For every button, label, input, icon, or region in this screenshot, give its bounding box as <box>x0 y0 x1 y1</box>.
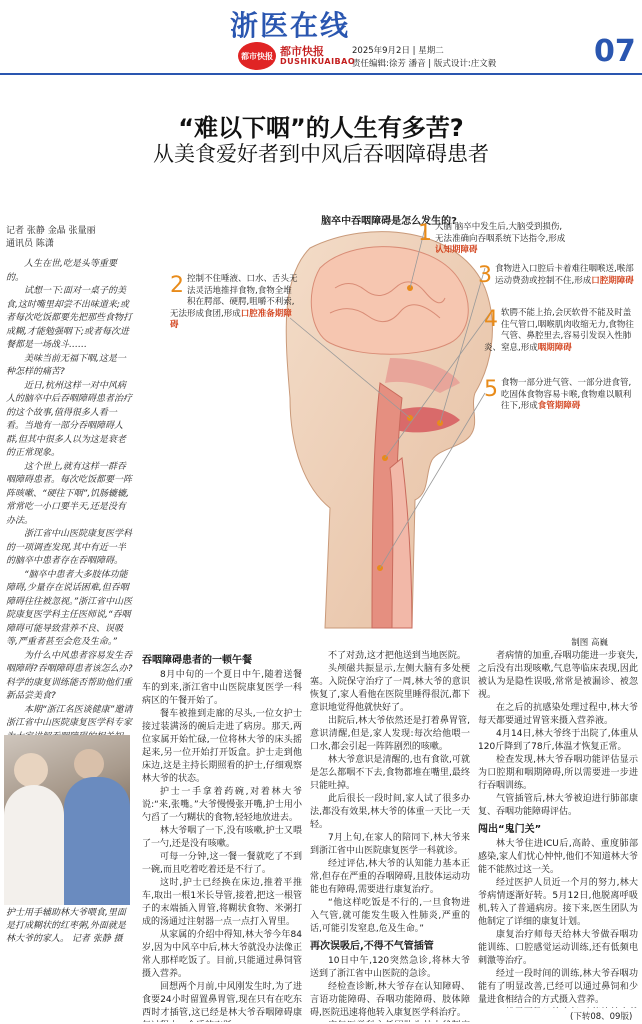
body-paragraph: 可每一分钟,这一餐一餐就吃了不到一碗,而且吃着吃着还是不行了。 <box>142 852 302 875</box>
section-heading: 闯出“鬼门关” <box>478 824 542 835</box>
editors-line: 责任编辑:徐芳 潘音 | 版式设计:庄文毅 <box>352 59 497 69</box>
intro-paragraph: 为什么中风患者容易发生吞咽障碍?吞咽障碍患者该怎么办?科学的康复训练能否帮助他们重新品尝美食? <box>6 650 133 701</box>
body-paragraph: 经过一段时间的训练,林大爷吞咽功能有了明显改善,已经可以通过鼻饲和少量进食相结合的方式摄入营养。 <box>478 969 638 1005</box>
diagram-step-5 <box>484 378 634 413</box>
step-text: 食物进入口腔后卡着难往咽喉送,喉部运动费劲或控制不住,形成 <box>495 264 634 286</box>
body-paragraph: 餐车被推到走廊的尽头,一位女护士接过装满汤的碗后走进了病房。那天,两位家属开始忙碌,一位将林大爷的床头摇起来,另一位开始打开饭盒。护士走到他床边,这是主持长期照看的护士,仔细观察林大爷的状态。 <box>142 709 302 784</box>
body-paragraph: 检查发现,林大爷吞咽功能评估显示为口腔期和咽期障碍,所以需要进一步进行吞咽训练。 <box>478 755 638 791</box>
step-number: 3 <box>478 263 492 288</box>
diagram-step-4 <box>484 308 634 354</box>
diagram-step-2 <box>170 274 298 332</box>
diagram-step-3 <box>478 264 638 288</box>
newspaper-name: 都市快报 <box>280 45 324 58</box>
newspaper-name-en: DUSHIKUAIBAO <box>280 57 356 66</box>
step-text: 软腭不能上抬,会厌软骨不能及时盖住气管口,咽喉肌肉收缩无力,食物往气管、鼻腔里去,容易引发误入性肺炎、窒息,形成 <box>484 308 634 353</box>
body-paragraph: 此后很长一段时间,家人试了很多办法,都没有效果,林大爷的体重一天比一天轻。 <box>310 794 470 830</box>
photo-figure-patient-head <box>74 749 104 779</box>
body-paragraph: 出院后,林大爷依然还是打着鼻胃管,意识清醒,但是,家人发现:每次给他喂一口水,都会引起一阵阵剧烈的咳嗽。 <box>310 716 470 752</box>
photo-caption: 护士用手辅助林大爷喂食,里面是打成糊状的红枣粥,外面就是林大爷的家人。 记者 张静 摄 <box>6 908 126 944</box>
section-title: 浙医在线 <box>230 9 351 42</box>
header-divider <box>0 73 642 75</box>
body-paragraph: 头颅磁共振显示,左侧大脑有多处梗塞。入院保守治疗了一周,林大爷的意识恢复了,家人看他在医院里睡得很沉,都下意识地觉得他就快好了。 <box>310 664 470 713</box>
reporters: 记者 张静 金晶 张量丽 <box>6 226 96 236</box>
intro-paragraph: 人生在世,吃是头等重要的。 <box>6 259 117 283</box>
photo-figure-nurse-body <box>4 785 64 905</box>
body-paragraph <box>478 1007 638 1008</box>
body-paragraph: 林大爷咽了一下,没有咳嗽,护士又喂了一勺,还是没有咳嗽。 <box>142 826 302 849</box>
step-highlight: 咽期障碍 <box>537 342 572 353</box>
subheadline: 从美食爱好者到中风后吞咽障碍患者 <box>153 142 489 166</box>
body-paragraph: 7月上旬,在家人的陪同下,林大爷来到浙江省中山医院康复医学一科就诊。 <box>310 833 470 856</box>
logo-mark: 都市快报 <box>241 51 273 61</box>
issue-date: 2025年9月2日 | 星期二 <box>352 46 444 56</box>
intro-paragraph: 这个世上,就有这样一群吞咽障碍患者。每次吃饭都要一阵阵咳嗽、“硬往下咽”,饥肠辘辘,常常吃一小口要半天,还是没有办法。 <box>6 461 133 526</box>
step-highlight: 口腔准备期障碍 <box>170 308 292 330</box>
body-paragraph: 4月14日,林大爷终于出院了,体重从120斤降到了78斤,体温才恢复正常。 <box>478 729 638 752</box>
step-highlight: 认知期障碍 <box>435 245 478 255</box>
step-number: 1 <box>418 221 432 246</box>
photo-figure-nurse-head <box>14 753 48 787</box>
section-heading: 再次误吸后,不得不气管插管 <box>310 941 434 952</box>
body-paragraph: 这时,护士已经换在床边,推着平推车,取出一根1米长导管,接着,把这一根管子的末端插入胃管,将糊状食物、米粥打成的汤通过注射器一点一点打入胃里。 <box>142 878 302 927</box>
step-number: 2 <box>170 273 184 298</box>
body-paragraph: 经检查诊断,林大爷存在认知障碍、言语功能障碍、吞咽功能障碍、肢体障碍,医院迅速将他转入康复医学科治疗。 <box>310 982 470 1018</box>
body-paragraph: 护士一手拿着药碗,对着林大爷说:“来,张嘴。”大爷慢慢张开嘴,护士用小勺舀了一勺糊状的食物,轻轻地放进去。 <box>142 787 302 823</box>
body-paragraph: 林大爷住进ICU后,高龄、重度肺部感染,家人们忧心忡忡,他们不知道林大爷能不能熬过这一关。 <box>478 839 638 875</box>
intro-paragraph: 近日,杭州这样一对中风病人的脑卒中后吞咽障碍患者治疗的这个故事,值得很多人看一看。当地有一部分吞咽障碍人群,但其中很多人以为这是衰老的正常现象。 <box>6 380 133 458</box>
step-highlight: 食管期障碍 <box>537 401 581 411</box>
body-paragraph: 康复治疗师每天给林大爷做吞咽功能训练、口腔感觉运动训练,还有低频电刺激等治疗。 <box>478 930 638 966</box>
body-paragraph: 在之后的抗感染处理过程中,林大爷每天都要通过胃管来摄入营养液。 <box>478 703 638 726</box>
intro-paragraph: 本期“浙江名医谈健康”邀请浙江省中山医院康复医学科专家 <box>6 704 133 728</box>
headline: “难以下咽”的人生有多苦? <box>178 114 464 142</box>
intro-sidebar <box>6 258 134 758</box>
diagram-step-1 <box>418 222 568 257</box>
step-highlight: 口腔期障碍 <box>591 275 634 286</box>
step-text: 食物一部分进气管、一部分进食管,吃固体食物容易卡喉,食物难以顺利往下,形成 <box>501 378 632 411</box>
body-paragraph: 8月中旬的一个夏日中午,随着送餐车的到来,浙江省中山医院康复医学一科病区的午餐开始了。 <box>142 670 302 706</box>
body-paragraph: “他这样吃饭是不行的,一旦食物进入气管,就可能发生吸入性肺炎,严重的话,可能引发窒息,危及生命。” <box>310 898 470 934</box>
body-paragraph <box>310 1020 470 1022</box>
continued-note: (下转08、09版) <box>570 1012 633 1022</box>
body-paragraph: 不了对劲,这才把他送到当地医院。 <box>328 651 466 661</box>
newspaper-logo-icon <box>238 42 276 70</box>
body-paragraph: 者病情的加重,吞咽功能进一步衰失,之后没有出现咳嗽,气息等临床表现,因此被认为是隐性误吸,常常是被漏诊、被忽视。 <box>478 651 638 700</box>
step-text: 大脑 脑卒中发生后,大脑受到损伤,无法准确向吞咽系统下达指令,形成 <box>435 222 566 244</box>
body-paragraph: 气管插管后,林大爷被迫进行肺部康复、吞咽功能障碍评估。 <box>478 794 638 817</box>
step-number: 5 <box>484 377 498 402</box>
photo-figure-patient-body <box>64 777 130 905</box>
body-paragraph: 10日中午,120突然急诊,将林大爷送到了浙江省中山医院的急诊。 <box>310 956 470 979</box>
correspondent: 通讯员 陈潇 <box>6 239 54 249</box>
section-heading: 吞咽障碍患者的一顿午餐 <box>142 655 252 666</box>
article-column-3 <box>478 650 638 1008</box>
body-paragraph: 从家属的介绍中得知,林大爷今年84岁,因为中风卒中后,林大爷就没办法像正常人那样吃饭了。目前,只能通过鼻饲管摄入营养。 <box>142 930 302 979</box>
body-paragraph: 经过医护人员近一个月的努力,林大爷病情逐渐好转。5月12日,他脱离呼吸机,转入了普通病房。接下来,医生团队为他制定了详细的康复计划。 <box>478 878 638 927</box>
intro-paragraph: 试想一下:面对一桌子的美食,这时嘴里却尝不出味道来;或者每次吃饭都要先把那些食物打成糊,才能勉强咽下;或者每次进餐都是一场战斗…… <box>6 286 133 350</box>
article-column-2 <box>310 650 470 1022</box>
step-text: 控制不住唾液、口水、舌头无法灵活地推拌食物,食物全堆积在腭部、硬腭,咀嚼不利索,无法形成食团,形成 <box>170 274 298 319</box>
body-paragraph: 林大爷意识是清醒的,也有食欲,可就是怎么都咽不下去,食物都堆在嘴里,最终只能吐掉。 <box>310 755 470 791</box>
diagram-title: 脑卒中吞咽障碍是怎么发生的? <box>321 216 457 227</box>
intro-paragraph: 美味当前无福下咽,这是一种怎样的痛苦? <box>6 353 126 377</box>
body-paragraph: 回想两个月前,中风刚发生时,为了进食要24小时留置鼻胃管,现在只有在吃东西时才插管,这已经是林大爷吞咽障碍康 <box>142 982 302 1018</box>
intro-paragraph: 浙江省中山医院康复医学科的一项调查发现,其中有近一半的脑卒中患者存在吞咽障碍。 <box>6 529 133 566</box>
anatomy-diagram <box>140 208 638 648</box>
intro-paragraph: “脑卒中患者大多肢体功能障碍,少量存在说话困难,但吞咽障碍往往被忽视。”浙江省中山医院康复医学科主任医师说,“吞咽障碍可能导致营养不良、误吸等,严重者甚至会危及生命。” <box>6 569 133 647</box>
article-column-1 <box>142 650 302 1022</box>
body-paragraph: 经过评估,林大爷的认知能力基本正常,但存在严重的吞咽障碍,且肢体运动功能也有障碍,需要进行康复治疗。 <box>310 859 470 895</box>
photo-nurse-feeding <box>4 735 130 905</box>
step-number: 4 <box>484 307 498 332</box>
byline <box>6 225 136 251</box>
page-number: 07 <box>594 34 636 69</box>
diagram-credit: 制图 高巍 <box>571 638 608 648</box>
